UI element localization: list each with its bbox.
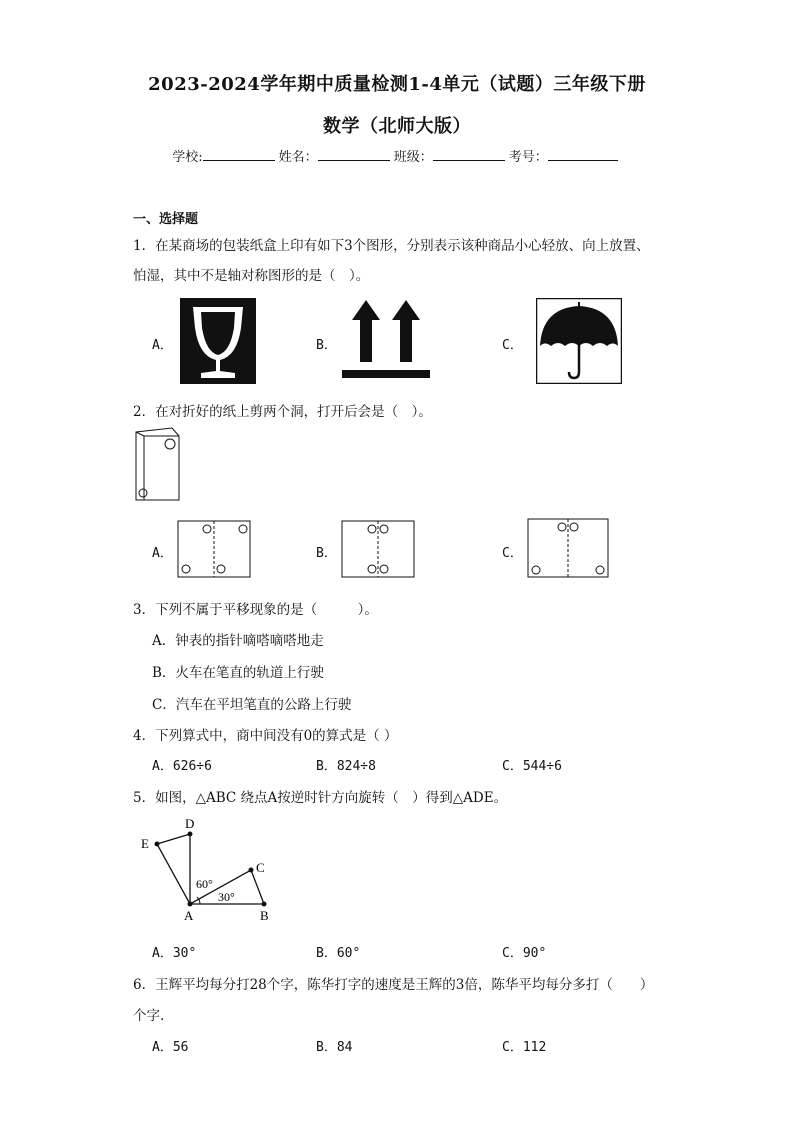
q3-option-a[interactable]: A．钟表的指针嘀嗒嘀嗒地走 — [152, 633, 324, 649]
name-label: 姓名： — [278, 150, 318, 165]
angle-60-label: 60° — [196, 877, 213, 891]
exam-number-blank[interactable] — [548, 146, 618, 161]
label-B: B — [260, 908, 269, 923]
class-blank[interactable] — [433, 146, 505, 161]
fragile-glass-icon — [180, 298, 256, 384]
exam-number-label: 考号： — [508, 150, 548, 165]
q6-option-c[interactable]: C．112 — [502, 1040, 547, 1055]
exam-title: 2023-2024学年期中质量检测1-4单元（试题）三年级下册 — [148, 74, 646, 95]
this-way-up-icon — [340, 298, 432, 380]
label-A: A — [184, 908, 194, 923]
angle-30-label: 30° — [218, 890, 235, 904]
q4-option-a[interactable]: A．626÷6 — [152, 759, 212, 774]
q5-option-c[interactable]: C．90° — [502, 946, 547, 961]
q3-option-b[interactable]: B．火车在笔直的轨道上行驶 — [152, 665, 324, 681]
q2-option-b-label[interactable]: B． — [316, 546, 337, 561]
folded-paper-figure — [132, 426, 182, 504]
exam-subtitle: 数学（北师大版） — [323, 116, 471, 137]
q3-option-c[interactable]: C．汽车在平坦笔直的公路上行驶 — [152, 697, 352, 713]
q6-option-a[interactable]: A．56 — [152, 1040, 189, 1055]
keep-dry-umbrella-icon — [536, 298, 622, 384]
q6-stem-line2: 个字. — [133, 1008, 165, 1024]
q5-stem: 5．如图，△ABC 绕点A按逆时针方向旋转（ ）得到△ADE。 — [133, 790, 508, 806]
q2-option-c-label[interactable]: C． — [502, 546, 523, 561]
label-E: E — [141, 836, 149, 851]
name-blank[interactable] — [318, 146, 390, 161]
label-C: C — [256, 860, 265, 875]
q4-option-b[interactable]: B．824÷8 — [316, 759, 376, 774]
class-label: 班级： — [393, 150, 433, 165]
q2-stem: 2．在对折好的纸上剪两个洞，打开后会是（ ）。 — [133, 404, 432, 420]
q1-stem-line2: 怕湿，其中不是轴对称图形的是（ ）。 — [133, 268, 370, 284]
school-blank[interactable] — [203, 146, 275, 161]
q1-option-a-label[interactable]: A． — [152, 338, 173, 353]
q1-option-b-label[interactable]: B． — [316, 338, 337, 353]
school-label: 学校: — [172, 150, 203, 165]
q1-option-c-label[interactable]: C． — [502, 338, 523, 353]
section-title: 一、选择题 — [133, 212, 199, 227]
q1-stem-line1: 1．在某商场的包装纸盒上印有如下3个图形，分别表示该种商品小心轻放、向上放置、 — [133, 238, 650, 254]
q6-option-b[interactable]: B．84 — [316, 1040, 353, 1055]
q4-stem: 4．下列算式中，商中间没有0的算式是（ ） — [133, 728, 398, 744]
student-info-row — [0, 146, 794, 165]
q3-stem: 3．下列不属于平移现象的是（ ）。 — [133, 602, 378, 618]
label-D: D — [185, 816, 195, 831]
q4-option-c[interactable]: C．544÷6 — [502, 759, 562, 774]
rotation-triangle-figure — [136, 814, 276, 926]
q2-option-a-figure — [177, 520, 253, 578]
q2-option-b-figure — [341, 520, 417, 578]
q2-option-c-figure — [527, 518, 611, 578]
q5-option-a[interactable]: A．30° — [152, 946, 197, 961]
q5-option-b[interactable]: B．60° — [316, 946, 361, 961]
q6-stem-line1: 6．王辉平均每分打28个字，陈华打字的速度是王辉的3倍，陈华平均每分多打（ ） — [133, 977, 654, 993]
q2-option-a-label[interactable]: A． — [152, 546, 173, 561]
